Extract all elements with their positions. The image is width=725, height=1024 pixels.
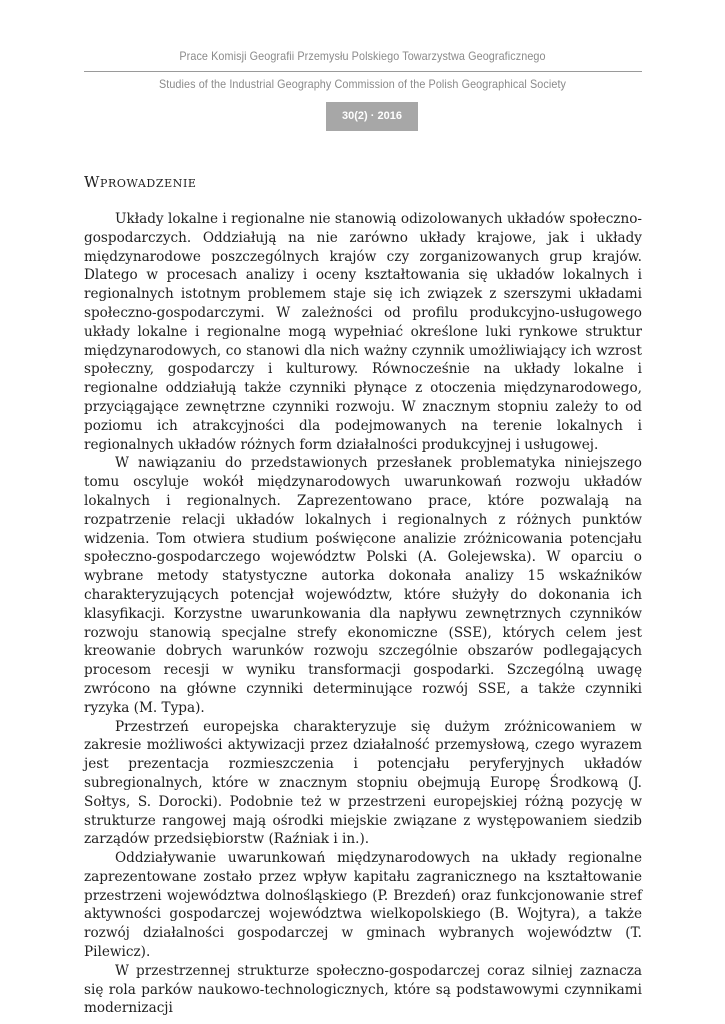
paragraph: Oddziaływanie uwarunkowań międzynarodowych na układy regionalne zaprezentowane zostało przez wpływ kapitału zagranicznego na kształtowanie przestrzeni województwa dolnośląskiego (P. Brezdeń) oraz funkcjonowanie stref aktywności gospodarczej województwa wielkopolskiego (B. Wojtyra), a także rozwój działalności gospodarczej w gminach wybranych województw (T. Pilewicz). <box>84 850 642 961</box>
journal-title-english: Studies of the Industrial Geography Commission of the Polish Geographical Society <box>158 77 567 91</box>
header-divider <box>84 71 642 72</box>
issue-badge: 30(2) · 2016 <box>326 102 418 131</box>
paragraph: W przestrzennej strukturze społeczno-gospodarczej coraz silniej zaznacza się rola parków naukowo-technologicznych, które są podstawowymi czynnikami modernizacji <box>84 962 642 1017</box>
section-heading: Wprowadzenie <box>84 173 197 191</box>
paragraph: W nawiązaniu do przedstawionych przesłanek problematyka niniejszego tomu oscyluje wokół międzynarodowych uwarunkowań rozwoju układów lokalnych i regionalnych. Zaprezentowano prace, które pozwalają na rozpatrzenie relacji układów lokalnych i regionalnych z różnych punktów widzenia. Tom otwiera studium poświęcone analizie zróżnicowania potencjału społeczno-gospodarczego województw Polski (A. Golejewska). W oparciu o wybrane metody statystyczne autorka dokonała analizy 15 wskaźników charakteryzujących potencjał województw, które służyły do dokonania ich klasyfikacji. Korzystne uwarunkowania dla napływu zewnętrznych czynników rozwoju stanowią specjalne strefy ekonomiczne (SSE), których celem jest kreowanie dobrych warunków rozwoju szczególnie obszarów podlegających procesom recesji w wyniku transformacji gospodarki. Szczególną uwagę zwrócono na główne czynniki determinujące rozwój SSE, a także czynniki ryzyka (M. Typa). <box>84 455 642 716</box>
paragraph: Przestrzeń europejska charakteryzuje się dużym zróżnicowaniem w zakresie możliwości aktywizacji przez działalność przemysłową, czego wyrazem jest prezentacja rozmieszczenia i potencjału peryferyjnych układów subregionalnych, które w znacznym stopniu obejmują Europę Środkową (J. Sołtys, S. Dorocki). Podobnie też w przestrzeni europejskiej różną pozycję w strukturze rangowej mają ośrodki miejskie związane z występowaniem siedzib zarządów przedsiębiorstw (Raźniak i in.). <box>84 718 642 848</box>
journal-title-polish: Prace Komisji Geografii Przemysłu Polskiego Towarzystwa Geograficznego <box>179 49 546 63</box>
article-body <box>84 210 642 1018</box>
paragraph: Układy lokalne i regionalne nie stanowią odizolowanych układów społeczno-gospodarczych. Oddziałują na nie zarówno układy krajowe, jak i układy międzynarodowe poszczególnych krajów czy zorganizowanych grup krajów. Dlatego w procesach analizy i oceny kształtowania się układów lokalnych i regionalnych istotnym problemem staje się ich związek z szerszymi układami społeczno-gospodarczymi. W zależności od profilu produkcyjno-usługowego układy lokalne i regionalne mogą wypełniać określone luki rynkowe struktur międzynarodowych, co stanowi dla nich ważny czynnik umożliwiający ich wzrost społeczny, gospodarczy i kulturowy. Równocześnie na układy lokalne i regionalne oddziałują także czynniki płynące z otoczenia międzynarodowego, przyciągające zewnętrzne czynniki rozwoju. W znacznym stopniu zależy to od poziomu ich atrakcyjności dla podejmowanych na terenie lokalnych i regionalnych układów różnych form działalności produkcyjnej i usługowej. <box>84 211 642 453</box>
